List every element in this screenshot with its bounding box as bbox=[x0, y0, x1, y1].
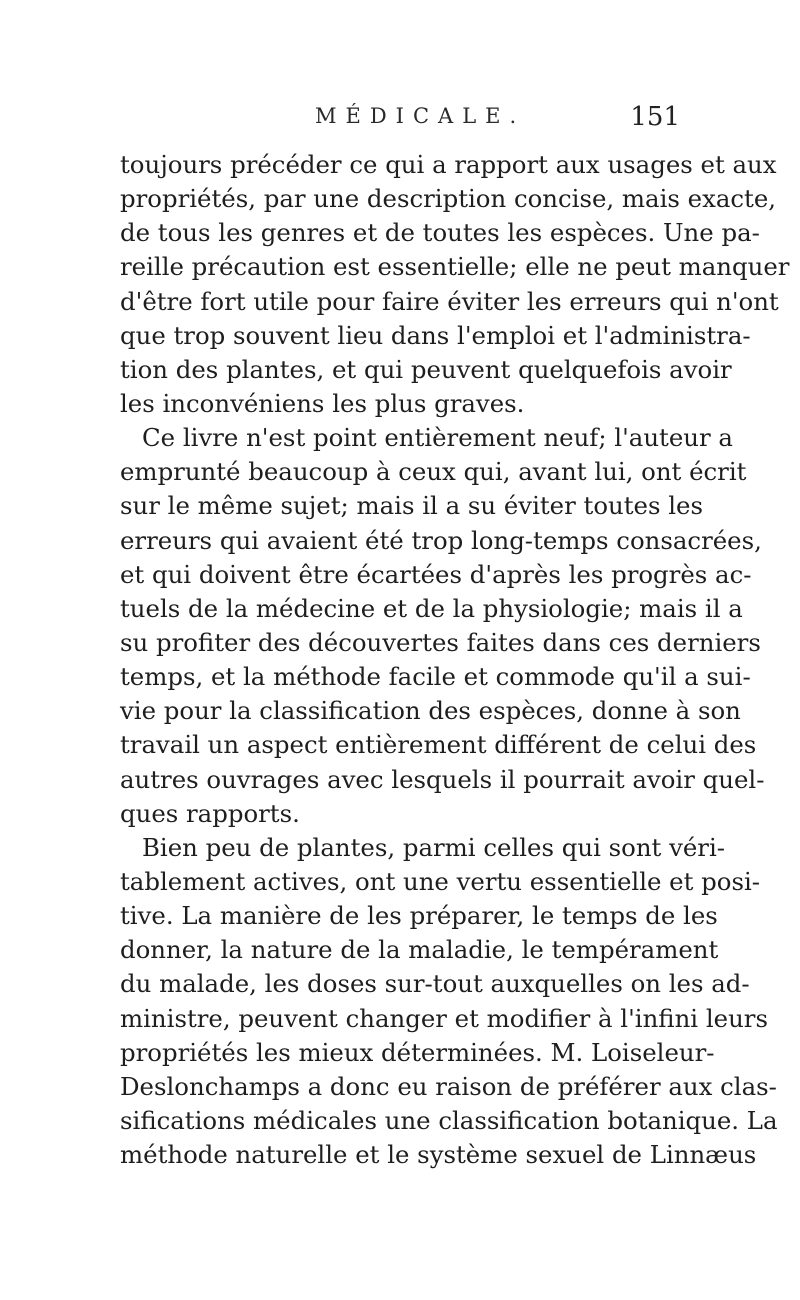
text-line: méthode naturelle et le système sexuel de Linnæus bbox=[120, 1140, 757, 1170]
paragraph-1 bbox=[120, 148, 790, 421]
text-line: toujours précéder ce qui a rapport aux usages et aux bbox=[120, 150, 777, 179]
text-line: Deslonchamps a donc eu raison de préférer aux clas- bbox=[120, 1071, 777, 1101]
text-line: emprunté beaucoup à ceux qui, avant lui, ont écrit bbox=[120, 457, 747, 487]
running-head bbox=[120, 100, 680, 140]
text-line: propriétés, par une description concise, mais exacte, bbox=[120, 184, 777, 214]
page-number: 151 bbox=[630, 102, 680, 132]
text-line: tive. La manière de les préparer, le temps de les bbox=[120, 901, 718, 931]
text-line: temps, et la méthode facile et commode qu'il a sui- bbox=[120, 662, 751, 692]
text-line: su profiter des découvertes faites dans ces derniers bbox=[120, 627, 761, 657]
text-line: sifications médicales une classification botanique. La bbox=[120, 1105, 778, 1135]
text-line: reille précaution est essentielle; elle ne peut manquer bbox=[120, 252, 790, 282]
text-line: autres ouvrages avec lesquels il pourrait avoir quel- bbox=[120, 764, 765, 794]
paragraph-2 bbox=[120, 421, 765, 831]
text-line: propriétés les mieux déterminées. M. Loiseleur- bbox=[120, 1037, 715, 1067]
text-line: vie pour la classification des espèces, donne à son bbox=[120, 696, 741, 726]
text-line: Ce livre n'est point entièrement neuf; l'auteur a bbox=[142, 423, 733, 453]
text-line: travail un aspect entièrement différent de celui des bbox=[120, 730, 757, 760]
text-line: Bien peu de plantes, parmi celles qui sont véri- bbox=[142, 832, 726, 862]
text-line: et qui doivent être écartées d'après les progrès ac- bbox=[120, 559, 752, 589]
text-line: que trop souvent lieu dans l'emploi et l'administra- bbox=[120, 320, 751, 350]
text-line: d'être fort utile pour faire éviter les erreurs qui n'ont bbox=[120, 286, 779, 316]
text-line: de tous les genres et de toutes les espèces. Une pa- bbox=[120, 218, 760, 248]
body-text bbox=[120, 148, 790, 1172]
text-line: tion des plantes, et qui peuvent quelquefois avoir bbox=[120, 354, 732, 384]
running-title: MÉDICALE. bbox=[315, 104, 526, 128]
text-line: erreurs qui avaient été trop long-temps consacrées, bbox=[120, 525, 762, 555]
text-line: ministre, peuvent changer et modifier à l'infini leurs bbox=[120, 1003, 768, 1033]
text-line: donner, la nature de la maladie, le tempérament bbox=[120, 935, 719, 965]
text-line: du malade, les doses sur-tout auxquelles on les ad- bbox=[120, 969, 750, 999]
text-line: les inconvéniens les plus graves. bbox=[120, 388, 525, 418]
paragraph-3 bbox=[120, 831, 778, 1172]
text-line: tablement actives, ont une vertu essentielle et posi- bbox=[120, 866, 761, 896]
text-line: sur le même sujet; mais il a su éviter toutes les bbox=[120, 491, 703, 521]
text-line: tuels de la médecine et de la physiologie; mais il a bbox=[120, 593, 743, 623]
text-line: ques rapports. bbox=[120, 798, 300, 828]
